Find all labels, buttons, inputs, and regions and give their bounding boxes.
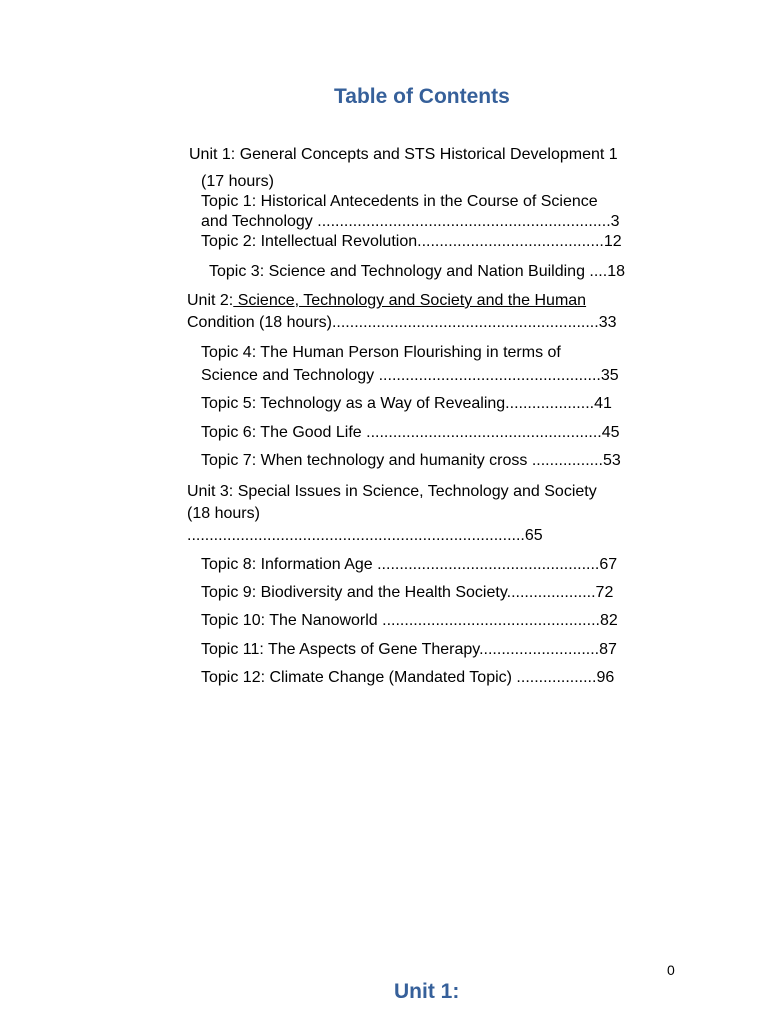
toc-topic2: Topic 2: Intellectual Revolution..........................................12 — [201, 233, 622, 250]
toc-topic5: Topic 5: Technology as a Way of Revealing....................41 — [201, 395, 612, 412]
toc-unit3-line2: (18 hours) — [187, 505, 260, 522]
toc-topic4-line2: Science and Technology ..................................................35 — [201, 367, 619, 384]
toc-unit3-line1: Unit 3: Special Issues in Science, Technology and Society — [187, 483, 597, 500]
toc-topic12: Topic 12: Climate Change (Mandated Topic) ..................96 — [201, 669, 615, 686]
page-number: 0 — [667, 962, 675, 978]
toc-topic3: Topic 3: Science and Technology and Nation Building ....18 — [209, 263, 625, 280]
toc-topic1-line1: Topic 1: Historical Antecedents in the Course of Science — [201, 193, 598, 210]
toc-topic11: Topic 11: The Aspects of Gene Therapy...........................87 — [201, 641, 617, 658]
toc-unit2-line2: Condition (18 hours)............................................................33 — [187, 314, 617, 331]
toc-topic6: Topic 6: The Good Life .....................................................45 — [201, 424, 620, 441]
toc-topic8: Topic 8: Information Age ..................................................67 — [201, 556, 618, 573]
toc-topic1-line2: and Technology ..................................................................3 — [201, 213, 620, 230]
toc-unit2-title-rest: Science, Technology and Society and the Human — [233, 292, 587, 309]
page-title: Table of Contents — [334, 85, 510, 108]
toc-topic4-line1: Topic 4: The Human Person Flourishing in terms of — [201, 344, 561, 361]
next-section-heading: Unit 1: — [394, 980, 460, 1003]
toc-topic10: Topic 10: The Nanoworld .................................................82 — [201, 612, 618, 629]
toc-unit1-line1: Unit 1: General Concepts and STS Historical Development 1 — [189, 146, 618, 163]
toc-unit3-line3: ............................................................................65 — [187, 527, 543, 544]
toc-unit2-prefix: Unit 2: — [187, 292, 234, 309]
toc-unit1-line2: (17 hours) — [201, 173, 274, 190]
toc-topic7: Topic 7: When technology and humanity cross ................53 — [201, 452, 621, 469]
toc-unit2-line1 — [187, 291, 586, 311]
toc-topic9: Topic 9: Biodiversity and the Health Society....................72 — [201, 584, 614, 601]
